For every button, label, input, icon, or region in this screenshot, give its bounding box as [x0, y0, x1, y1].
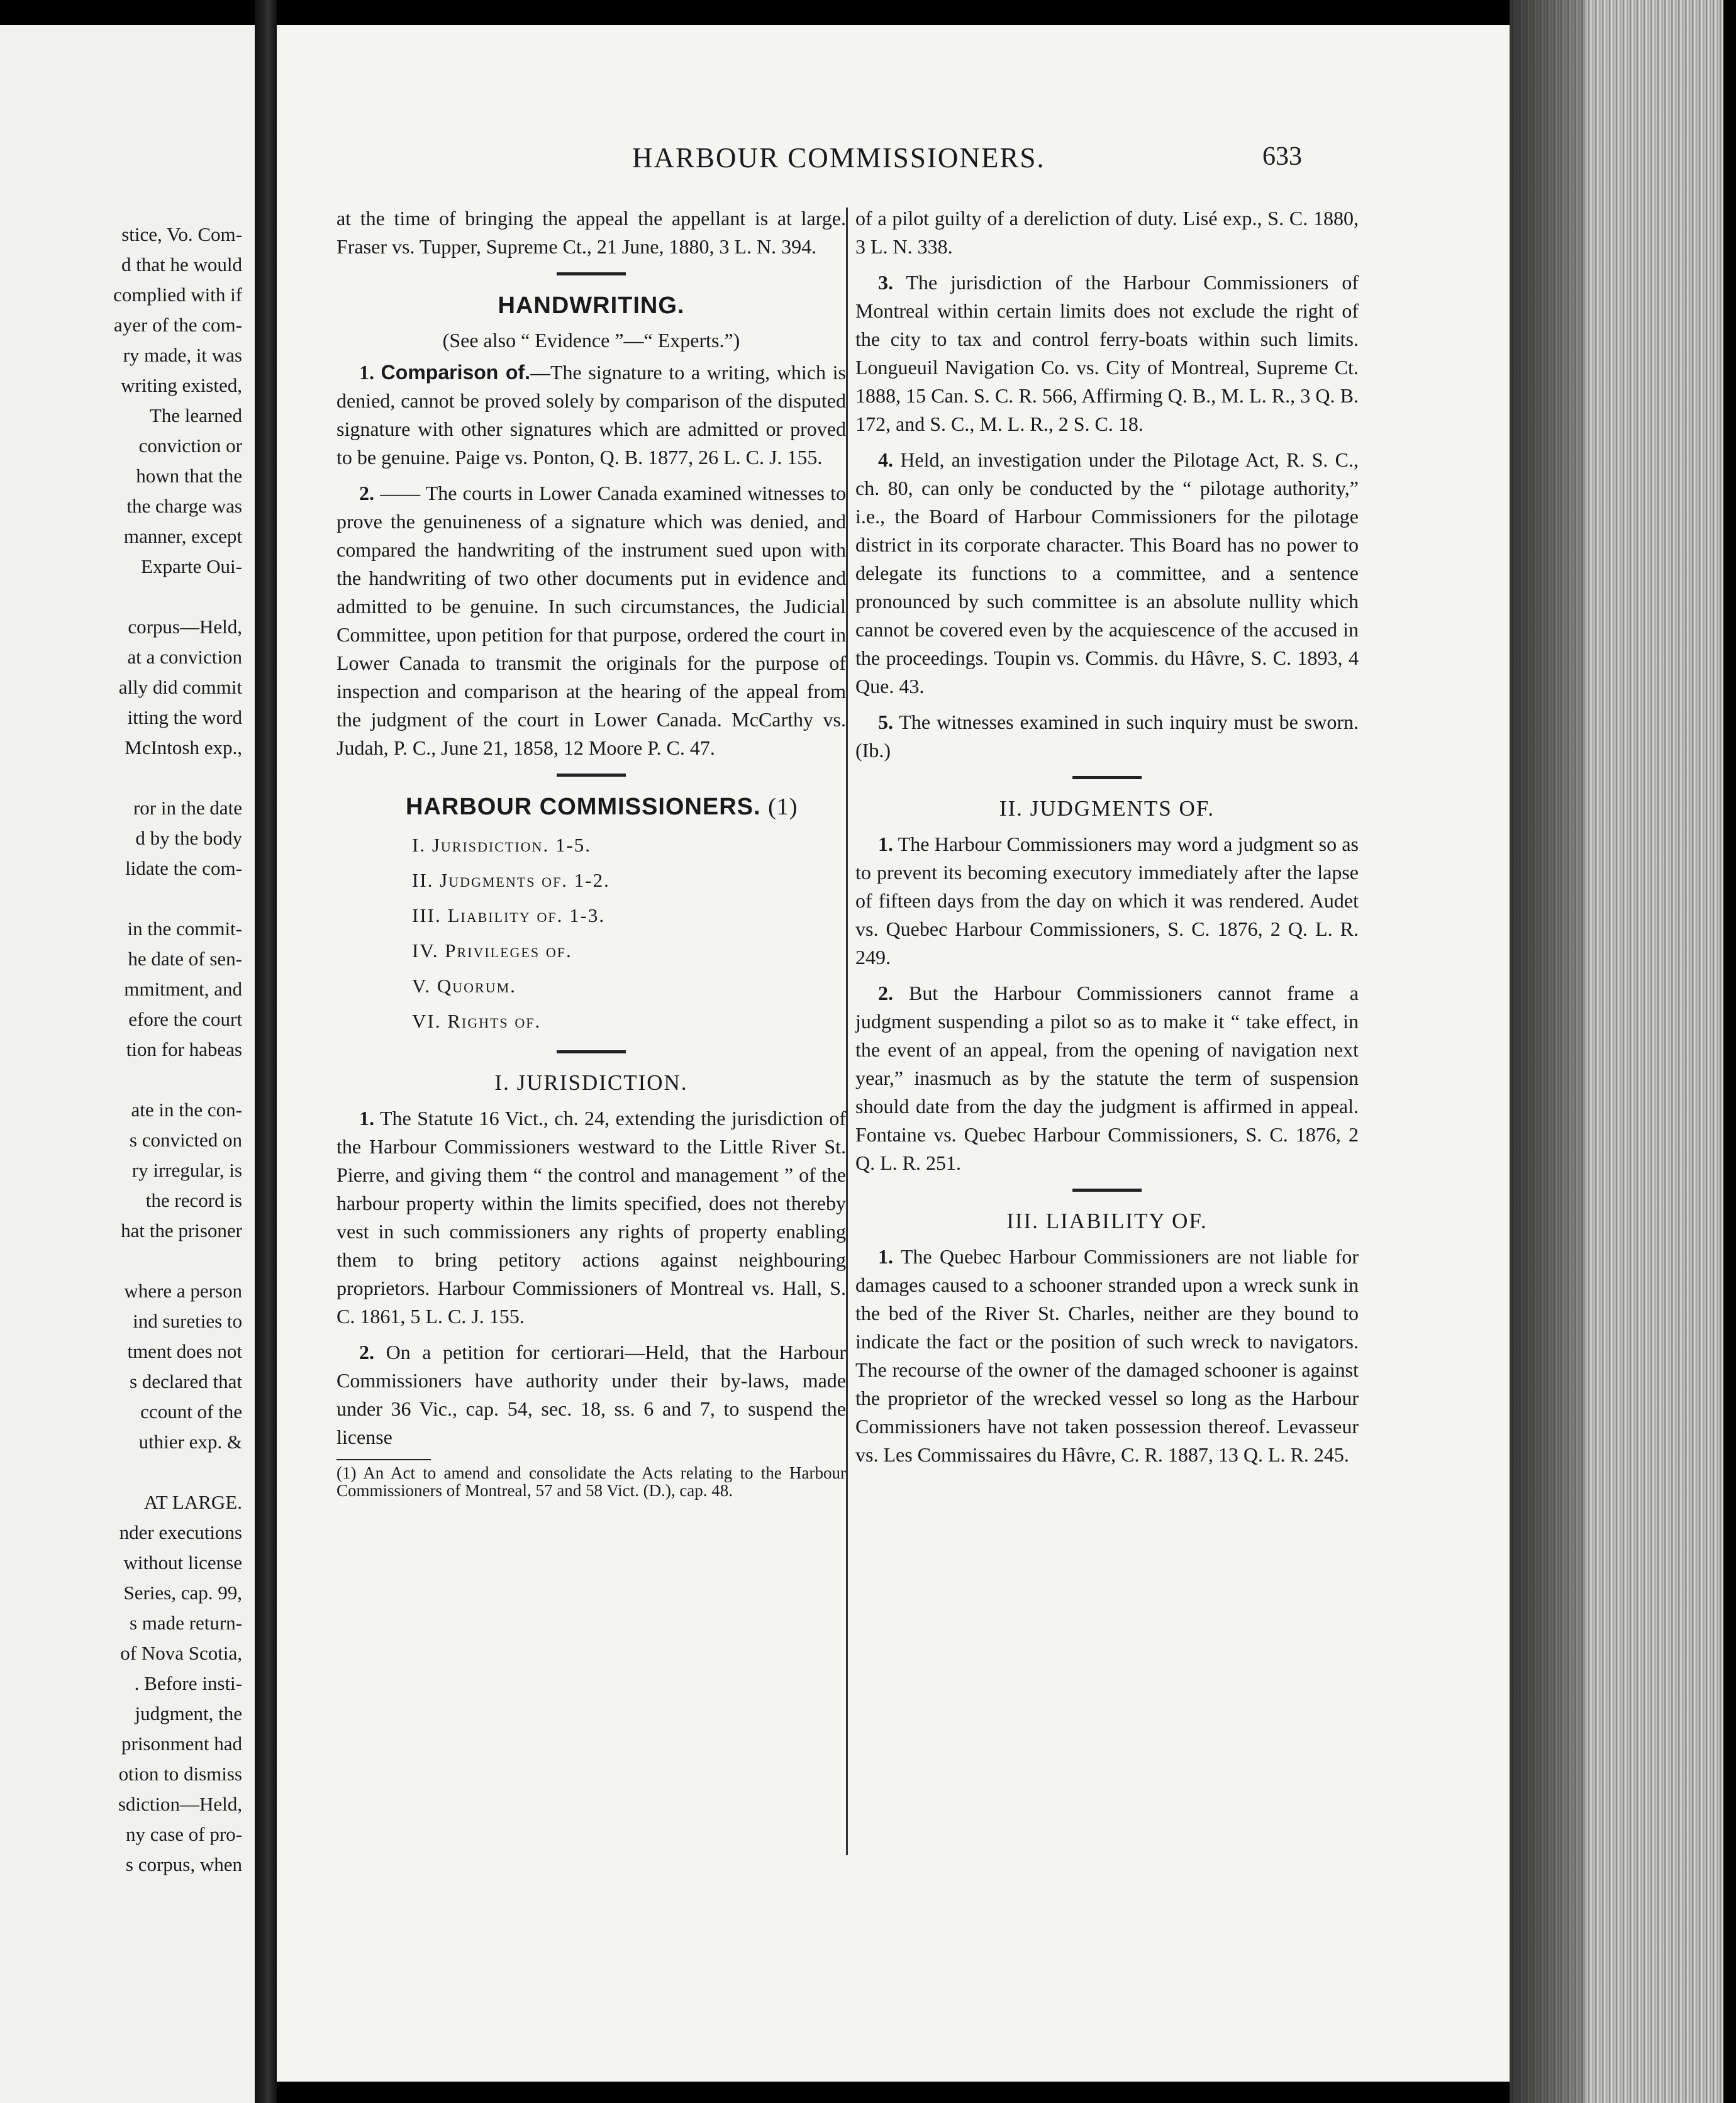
left-page-line: s declared that	[129, 1370, 242, 1392]
left-page-line: d that he would	[121, 253, 242, 275]
item-text: The witnesses examined in such inquiry must be sworn. (Ib.)	[855, 711, 1359, 762]
book-gutter	[255, 0, 277, 2103]
column-divider	[846, 208, 848, 1855]
left-page-line: nder executions	[119, 1521, 242, 1543]
left-page-line: hown that the	[136, 465, 242, 487]
item-text: The jurisdiction of the Harbour Commissioners of Montreal within certain limits does not exclude the right of the city to tax and control ferry-boats within such limits. Longueuil Navigation Co. vs. City of Montreal, Supreme Ct. 1888, 15 Can. S. C. R. 566, Affirming Q. B., M. L. R., 3 Q. B. 172, and S. C., M. L. R., 2 S. C. 18.	[855, 271, 1359, 435]
item-text: The Statute 16 Vict., ch. 24, extending the jurisdiction of the Harbour Commissioners westward to the Little River St. Pierre, and giving them “ the control and management ” of the harbour property within the limits specified, does not thereby vest in such commissioners any rights of property enabling them to bring petitory actions against neighbouring proprietors. Harbour Commissioners of Montreal vs. Hall, S. C. 1861, 5 L. C. J. 155.	[337, 1107, 847, 1328]
left-page-fragment	[0, 25, 255, 2103]
item-number: 3.	[878, 271, 893, 294]
left-page-line: tment does not	[127, 1340, 242, 1362]
heading-jurisdiction: I. JURISDICTION.	[494, 1070, 688, 1095]
left-page-line: without license	[123, 1551, 242, 1573]
section-rule	[557, 1050, 626, 1053]
heading-judgments: II. JUDGMENTS OF.	[999, 796, 1215, 821]
heading-text: HARBOUR COMMISSIONERS.	[406, 794, 761, 820]
left-page-line: efore the court	[128, 1008, 242, 1030]
left-page-line: complied with if	[113, 284, 242, 306]
left-page-line: of Nova Scotia,	[120, 1642, 242, 1664]
paragraph-jurisdiction-2	[337, 1338, 846, 1451]
left-page-line: hat the prisoner	[121, 1219, 242, 1241]
item-text: The Quebec Harbour Commissioners are not liable for damages caused to a schooner stranded upon a wreck sunk in the bed of the River St. Charles, neither are they bound to indicate the fact or the position of such wreck to navigators. The recourse of the owner of the damaged schooner is against the proprietor of the wrecked vessel so long as the Harbour Commissioners have not taken possession thereof. Levasseur vs. Les Commissaires du Hâvre, C. R. 1887, 13 Q. L. R. 245.	[855, 1245, 1359, 1466]
left-page-line: Exparte Oui-	[141, 555, 242, 577]
contents-item: I. Jurisdiction. 1-5.	[412, 834, 592, 856]
left-page-line: The learned	[149, 404, 242, 426]
left-page-line: ate in the con-	[131, 1099, 242, 1121]
left-column	[337, 204, 846, 1499]
left-page-line: ror in the date	[133, 797, 242, 819]
left-page-line: stice, Vo. Com-	[121, 223, 242, 245]
left-page-line: manner, except	[123, 525, 242, 547]
item-number: 1.	[878, 833, 893, 855]
left-page-line: he date of sen-	[128, 948, 242, 970]
item-text: The Harbour Commissioners may word a judgment so as to prevent its becoming executory immediately after the lapse of fifteen days from the day on which it was rendered. Audet vs. Quebec Harbour Commissioners, S. C. 1876, 2 Q. L. R. 249.	[855, 833, 1359, 968]
section-rule	[557, 272, 626, 275]
see-also-note: (See also “ Evidence ”—“ Experts.”)	[442, 329, 740, 352]
paragraph-handwriting-2	[337, 479, 846, 762]
item-text: Held, an investigation under the Pilotage Act, R. S. C., ch. 80, can only be conducted by the “ pilotage authority,” i.e., the Board of Harbour Commissioners for the pilotage district in its corporate character. This Board has no power to delegate its functions to a committee, and a sentence pronounced by such committee is an absolute nullity which cannot be covered even by the acquiescence of the accused in the proceedings. Toupin vs. Commis. du Hâvre, S. C. 1893, 4 Que. 43.	[855, 448, 1359, 697]
left-page-line: ally did commit	[118, 676, 242, 698]
left-page-line: prisonment had	[121, 1733, 242, 1755]
left-page-line: ry irregular, is	[131, 1159, 242, 1181]
item-number: 1.	[359, 361, 374, 384]
paragraph-jurisdiction-4	[855, 446, 1359, 701]
left-page-line: in the commit-	[127, 918, 242, 940]
section-rule	[557, 774, 626, 777]
heading-liability: III. LIABILITY OF.	[1006, 1209, 1208, 1233]
right-column	[855, 204, 1359, 1477]
item-number: 4.	[878, 448, 893, 471]
left-page-line: otion to dismiss	[118, 1763, 242, 1785]
heading-harbour-commissioners	[406, 793, 846, 821]
left-page-line: writing existed,	[121, 374, 242, 396]
item-text: But the Harbour Commissioners cannot frame a judgment suspending a pilot so as to make it “ take effect, in the event of an appeal, from the opening of navigation next year,” inasmuch as by the statute the term of suspension should date from the day the judgment is affirmed in appeal. Fontaine vs. Quebec Harbour Commissioners, S. C. 1876, 2 Q. L. R. 251.	[855, 982, 1359, 1174]
item-number: 1.	[359, 1107, 374, 1129]
item-text: —— The courts in Lower Canada examined witnesses to prove the genuineness of a signature which was denied, and compared the handwriting of the instrument sued upon with the handwriting of two other documents put in evidence and admitted to be genuine. In such circumstances, the Judicial Committee, upon petition for that purpose, ordered the court in Lower Canada to transmit the originals for the purpose of inspection and comparison at the hearing of the appeal from the judgment of the court in Lower Canada. McCarthy vs. Judah, P. C., June 21, 1858, 12 Moore P. C. 47.	[337, 482, 847, 759]
item-number: 2.	[359, 1341, 374, 1363]
left-page-line: ccount of the	[140, 1401, 242, 1423]
left-page-line: lidate the com-	[125, 857, 242, 879]
paragraph-judgments-2	[855, 979, 1359, 1177]
left-page-line: ayer of the com-	[114, 314, 242, 336]
contents-item: VI. Rights of.	[412, 1010, 542, 1032]
left-page-line: McIntosh exp.,	[125, 736, 242, 758]
left-page-line: ry made, it was	[123, 344, 242, 366]
running-head: HARBOUR COMMISSIONERS.	[632, 142, 1045, 174]
left-page-line: Series, cap. 99,	[123, 1582, 242, 1604]
left-page-line: sdiction—Held,	[118, 1793, 242, 1815]
item-text: —The signature to a writing, which is denied, cannot be proved solely by comparison of the disputed signature with other signatures which are admitted or proved to be genuine. Paige vs. Ponton, Q. B. 1877, 26 L. C. J. 155.	[337, 361, 847, 469]
paragraph-handwriting-1	[337, 358, 846, 472]
left-page-line: uthier exp. &	[138, 1431, 242, 1453]
left-page-line: tion for habeas	[126, 1038, 242, 1060]
item-text: On a petition for certiorari—Held, that the Harbour Commissioners have authority under their by-laws, made under 36 Vic., cap. 54, sec. 18, ss. 6 and 7, to suspend the license	[337, 1341, 847, 1448]
contents-item: II. Judgments of. 1-2.	[412, 869, 610, 891]
paragraph-jurisdiction-3	[855, 269, 1359, 438]
footnote-rule	[337, 1459, 431, 1460]
left-page-line: s corpus, when	[125, 1853, 242, 1875]
paragraph-intro: at the time of bringing the appeal the appellant is at large. Fraser vs. Tupper, Supreme Ct., 21 June, 1880, 3 L. N. 394.	[337, 207, 846, 258]
item-number: 2.	[878, 982, 893, 1004]
left-page-line: s convicted on	[129, 1129, 242, 1151]
item-number: 5.	[878, 711, 893, 733]
page-edges	[1510, 0, 1723, 2103]
paragraph-continued: of a pilot guilty of a dereliction of duty. Lisé exp., S. C. 1880, 3 L. N. 338.	[855, 207, 1359, 258]
item-number: 2.	[359, 482, 374, 504]
footnote: (1) An Act to amend and consolidate the Acts relating to the Harbour Commissioners of Montreal, 57 and 58 Vict. (D.), cap. 48.	[337, 1463, 846, 1500]
left-page-line: at a conviction	[127, 646, 242, 668]
paragraph-jurisdiction-5	[855, 708, 1359, 765]
section-rule	[1072, 776, 1142, 779]
left-page-line: s made return-	[129, 1612, 242, 1634]
left-page-line: ny case of pro-	[125, 1823, 242, 1845]
footnote-marker: (1)	[768, 794, 798, 820]
paragraph-jurisdiction-1	[337, 1104, 846, 1331]
left-page-line: . Before insti-	[134, 1672, 242, 1694]
contents-list	[412, 828, 846, 1039]
item-number: 1.	[878, 1245, 893, 1268]
left-page-line: where a person	[124, 1280, 242, 1302]
left-page-line: judgment, the	[135, 1702, 242, 1724]
left-page-line: ind sureties to	[133, 1310, 242, 1332]
item-heading: Comparison of.	[381, 361, 530, 384]
paragraph-liability-1	[855, 1243, 1359, 1469]
left-page-line: conviction or	[138, 435, 242, 457]
heading-handwriting: HANDWRITING.	[498, 292, 685, 319]
left-page-line: d by the body	[135, 827, 242, 849]
page-number: 633	[1262, 142, 1302, 171]
left-page-line: the record is	[145, 1189, 242, 1211]
edge-shadow	[1510, 0, 1585, 2103]
left-page-line: the charge was	[126, 495, 242, 517]
left-page-line: AT LARGE.	[143, 1491, 242, 1513]
contents-item: III. Liability of. 1-3.	[412, 904, 606, 926]
left-page-line: itting the word	[127, 706, 242, 728]
left-page-line: mmitment, and	[124, 978, 242, 1000]
left-page-line: corpus—Held,	[128, 616, 242, 638]
paragraph-judgments-1	[855, 830, 1359, 972]
contents-item: V. Quorum.	[412, 975, 516, 997]
section-rule	[1072, 1189, 1142, 1192]
contents-item: IV. Privileges of.	[412, 940, 572, 962]
